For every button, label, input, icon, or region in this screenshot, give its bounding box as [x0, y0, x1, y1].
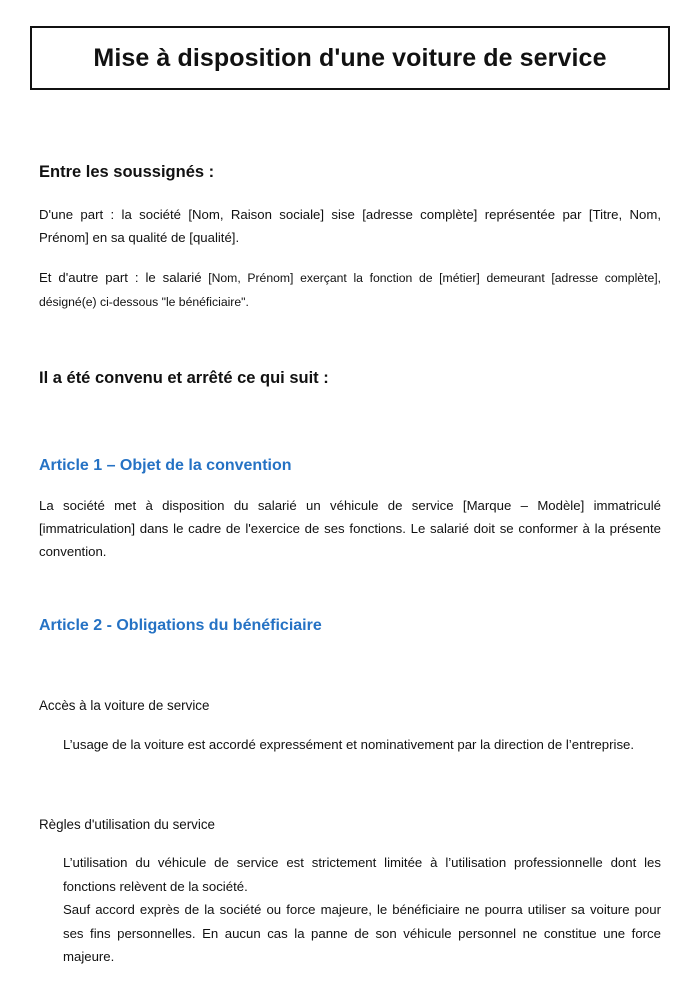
rules-subheading: Règles d'utilisation du service	[39, 817, 215, 832]
article-1-text: La société met à disposition du salarié un véhicule de service [Marque – Modèle] immatriculé [immatriculation] dans le cadre de l'exercice de ses fonctions. Le salarié doit se conformer à la présente convention.	[39, 498, 661, 559]
access-subheading: Accès à la voiture de service	[39, 698, 210, 713]
employee-party-detail: [Nom, Prénom] exerçant la fonction de [métier] demeurant [adresse complète], désigné(e) ci-dessous "le bénéficiaire".	[39, 271, 661, 309]
article-2-title: Article 2 - Obligations du bénéficiaire	[39, 617, 322, 634]
company-party-text: D'une part : la société [Nom, Raison sociale] sise [adresse complète] représentée par [Titre, Nom, Prénom] en sa qualité de [qualité].	[39, 207, 661, 245]
article-1-title: Article 1 – Objet de la convention	[39, 457, 292, 474]
rules-paragraph	[63, 851, 661, 969]
title-box	[30, 26, 670, 90]
employee-party-text	[39, 266, 661, 314]
agreement-heading: Il a été convenu et arrêté ce qui suit :	[39, 369, 329, 387]
document-title: Mise à disposition d'une voiture de service	[93, 43, 607, 72]
access-text: L’usage de la voiture est accordé expressément et nominativement par la direction de l’entreprise.	[63, 737, 635, 752]
parties-heading: Entre les soussignés :	[39, 163, 215, 181]
access-paragraph	[63, 733, 661, 757]
rules-text-1: L’utilisation du véhicule de service est strictement limitée à l’utilisation professionnelle dont les fonctions relèvent de la société.	[63, 855, 661, 894]
rules-text-2: Sauf accord exprès de la société ou force majeure, le bénéficiaire ne pourra utiliser sa voiture pour ses fins personnelles. En aucun cas la panne de son véhicule personnel ne constitue une force majeure.	[63, 902, 661, 964]
employee-party-intro: Et d'autre part : le salarié	[39, 270, 202, 285]
